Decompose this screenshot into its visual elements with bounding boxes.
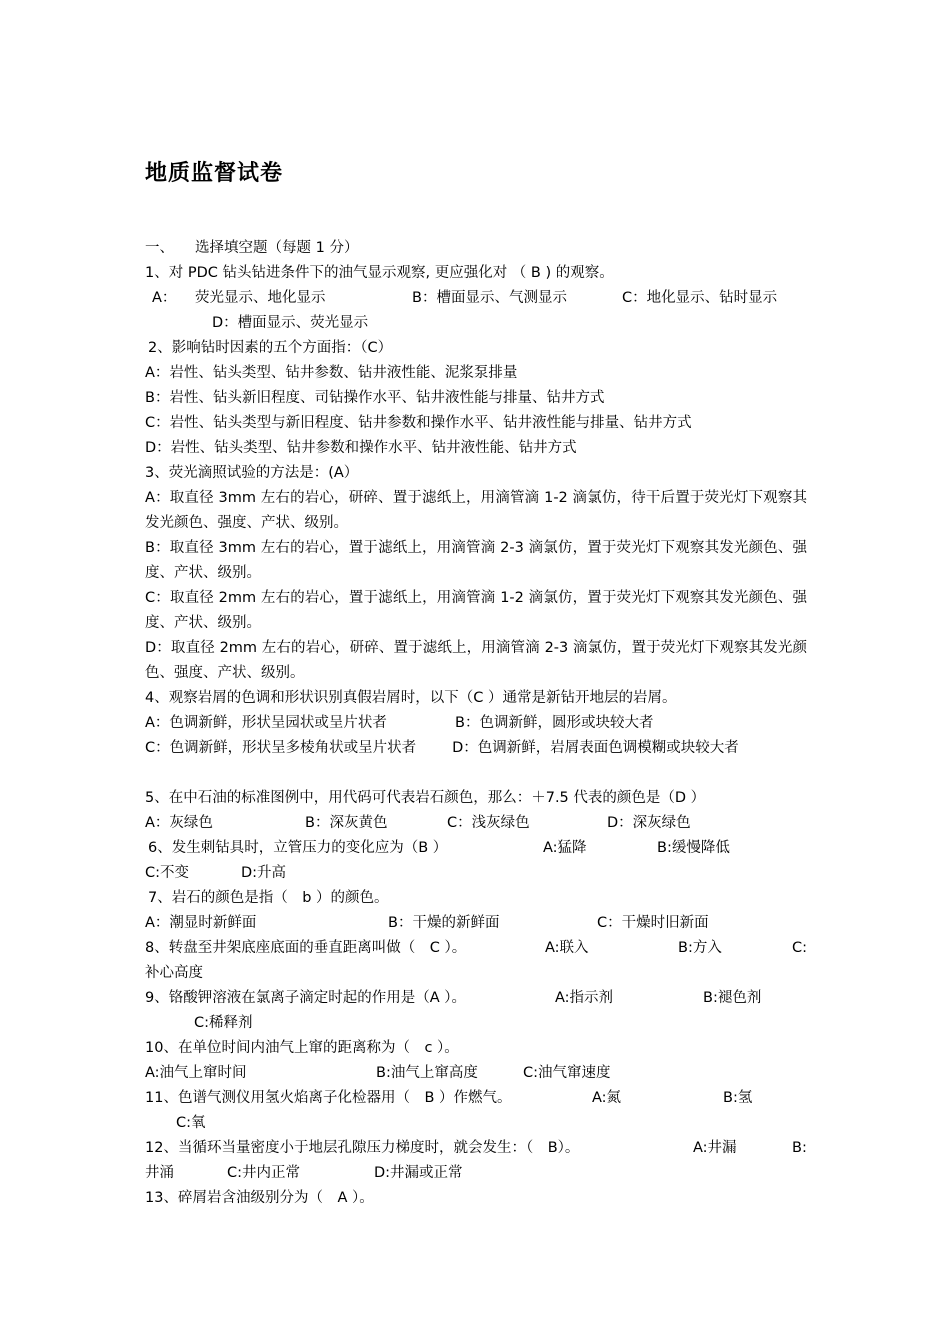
question-9-option-a: A:指示剂 (555, 990, 614, 1006)
question-6-option-d: D:升高 (241, 865, 287, 881)
question-11-stem: 11、色谱气测仪用氢火焰离子化检器用（ B ）作燃气。 (145, 1090, 512, 1106)
question-6-stem: 6、发生刺钻具时，立管压力的变化应为（B ） (148, 840, 448, 856)
question-12-option-b: 井涌 (145, 1165, 174, 1181)
question-4-option-a: A：色调新鲜，形状呈园状或呈片状者 (145, 715, 387, 731)
question-6-option-b: B:缓慢降低 (657, 840, 730, 856)
question-1-option-b: B：槽面显示、气测显示 (412, 290, 567, 306)
question-1-option-a-label: A： (152, 290, 177, 306)
question-6-option-c: C:不变 (145, 865, 190, 881)
question-4-option-c: C：色调新鲜，形状呈多棱角状或呈片状者 (145, 740, 417, 756)
question-13-stem: 13、碎屑岩含油级别分为（ A ）。 (145, 1190, 374, 1206)
question-3-stem: 3、荧光滴照试验的方法是：(A） (145, 465, 359, 481)
question-3-option-a: A：取直径 3mm 左右的岩心，研碎、置于滤纸上，用滴管滴 1-2 滴氯仿，待干后置于荧光灯下观察其发光颜色、强度、产状、级别。 (145, 490, 807, 531)
question-3-option-c: C：取直径 2mm 左右的岩心，置于滤纸上，用滴管滴 1-2 滴氯仿，置于荧光灯下观察其发光颜色、强度、产状、级别。 (145, 590, 807, 631)
section-number: 一、 (145, 240, 174, 256)
question-5-option-d: D：深灰绿色 (607, 815, 691, 831)
question-4-stem: 4、观察岩屑的色调和形状识别真假岩屑时，以下（C ）通常是新钻开地层的岩屑。 (145, 690, 677, 706)
question-5-stem: 5、在中石油的标准图例中，用代码可代表岩石颜色，那么：＋7.5 代表的颜色是（D ） (145, 790, 706, 806)
question-3-option-d: D：取直径 2mm 左右的岩心，研碎、置于滤纸上，用滴管滴 2-3 滴氯仿，置于荧光灯下观察其发光颜色、强度、产状、级别。 (145, 640, 807, 681)
section-label: 选择填空题（每题 1 分） (195, 240, 359, 256)
question-5-option-a: A：灰绿色 (145, 815, 213, 831)
question-12-option-a: A:井漏 (693, 1140, 737, 1156)
question-12-option-d: D:井漏或正常 (374, 1165, 463, 1181)
question-1-option-d: D：槽面显示、荧光显示 (212, 315, 369, 331)
question-2-stem: 2、影响钻时因素的五个方面指：（C） (148, 340, 393, 356)
question-8-option-a: A:联入 (545, 940, 589, 956)
question-7-stem: 7、岩石的颜色是指（ b ）的颜色。 (148, 890, 389, 906)
question-12-option-b-prefix: B: (792, 1140, 807, 1156)
question-2-option-b: B：岩性、钻头新旧程度、司钻操作水平、钻井液性能与排量、钻井方式 (145, 390, 605, 406)
question-8-stem: 8、转盘至井架底座底面的垂直距离叫做（ C ）。 (145, 940, 467, 956)
question-12-option-c: C:井内正常 (227, 1165, 301, 1181)
question-2-option-d: D：岩性、钻头类型、钻井参数和操作水平、钻井液性能、钻井方式 (145, 440, 577, 456)
question-7-option-a: A：潮显时新鲜面 (145, 915, 257, 931)
question-5-option-c: C：浅灰绿色 (447, 815, 530, 831)
question-2-option-a: A：岩性、钻头类型、钻井参数、钻井液性能、泥浆泵排量 (145, 365, 518, 381)
question-6-option-a: A:猛降 (543, 840, 587, 856)
question-8-option-b: B:方入 (678, 940, 722, 956)
question-3-option-b: B：取直径 3mm 左右的岩心，置于滤纸上，用滴管滴 2-3 滴氯仿，置于荧光灯下观察其发光颜色、强度、产状、级别。 (145, 540, 807, 581)
question-9-option-b: B:褪色剂 (703, 990, 762, 1006)
question-9-stem: 9、铬酸钾溶液在氯离子滴定时起的作用是（A ）。 (145, 990, 467, 1006)
question-11-option-b: B:氢 (723, 1090, 753, 1106)
question-7-option-c: C：干燥时旧新面 (597, 915, 709, 931)
question-1-stem: 1、对 PDC 钻头钻进条件下的油气显示观察, 更应强化对 （ B ) 的观察。 (145, 265, 614, 281)
question-4-option-b: B：色调新鲜，圆形或块较大者 (455, 715, 654, 731)
question-11-option-c: C:氧 (176, 1115, 206, 1131)
question-8-option-c: 补心高度 (145, 965, 203, 981)
question-5-option-b: B：深灰黄色 (305, 815, 388, 831)
question-12-stem: 12、当循环当量密度小于地层孔隙压力梯度时，就会发生：（ B）。 (145, 1140, 580, 1156)
question-10-option-b: B:油气上窜高度 (376, 1065, 478, 1081)
question-11-option-a: A:氮 (592, 1090, 622, 1106)
question-4-option-d: D：色调新鲜，岩屑表面色调模糊或块较大者 (452, 740, 739, 756)
question-10-option-a: A:油气上窜时间 (145, 1065, 247, 1081)
question-4-options-row-2 (145, 736, 807, 761)
question-1-option-a: 荧光显示、地化显示 (195, 290, 326, 306)
question-1-option-c: C：地化显示、钻时显示 (622, 290, 778, 306)
question-8-option-c-prefix: C: (792, 940, 808, 956)
question-9-option-c: C:稀释剂 (194, 1015, 253, 1031)
page-title: 地质监督试卷 (145, 161, 284, 186)
question-2-option-c: C：岩性、钻头类型与新旧程度、钻井参数和操作水平、钻井液性能与排量、钻井方式 (145, 415, 692, 431)
question-10-option-c: C:油气窜速度 (523, 1065, 611, 1081)
question-10-stem: 10、在单位时间内油气上窜的距离称为（ c ）。 (145, 1040, 459, 1056)
question-7-option-b: B：干燥的新鲜面 (388, 915, 500, 931)
